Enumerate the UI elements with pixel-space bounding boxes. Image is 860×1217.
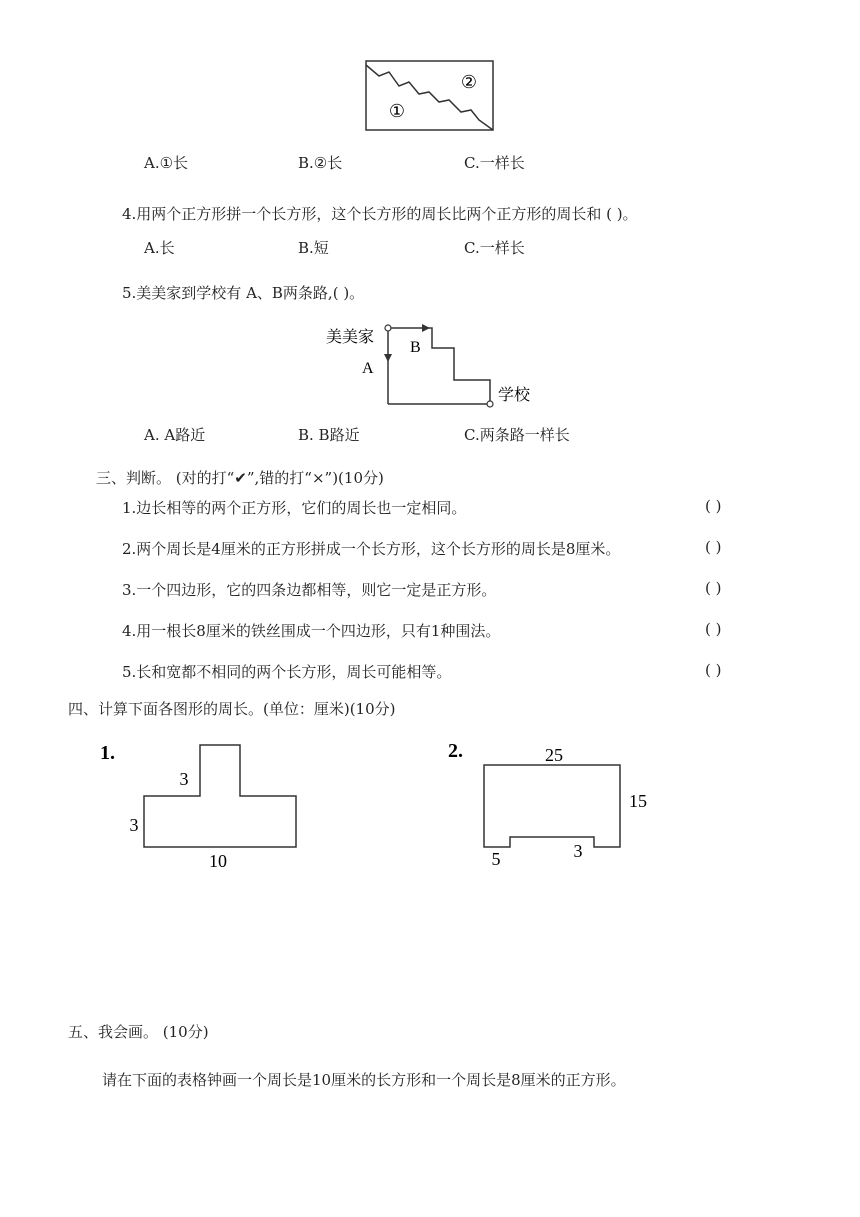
q5-option-b[interactable]: B. B路近 [298, 426, 360, 444]
judge-item-3: 3.一个四边形，它的四条边都相等，则它一定是正方形。 [122, 581, 497, 599]
route-a-label: A [362, 360, 374, 377]
section3-title: 三、判断。 (对的打“✔”,错的打“×”)(10分) [96, 469, 384, 487]
judge-answer-2[interactable]: ( ) [705, 538, 722, 556]
q3-option-a[interactable]: A.①长 [144, 154, 189, 172]
section5-instruction: 请在下面的表格钟画一个周长是10厘米的长方形和一个周长是8厘米的正方形。 [102, 1071, 626, 1089]
q3-option-b[interactable]: B.②长 [298, 154, 343, 172]
region-2-label: ② [460, 72, 478, 92]
figure-2-number: 2. [448, 740, 463, 762]
figure-2-bottom-right: 3 [573, 841, 583, 861]
q5-question: 5.美美家到学校有 A、B两条路,( )。 [122, 284, 365, 302]
judge-item-4: 4.用一根长8厘米的铁丝围成一个四边形，只有1种围法。 [122, 622, 501, 640]
q5-route-figure [322, 318, 542, 410]
q4-option-c[interactable]: C.一样长 [464, 239, 525, 257]
q5-option-c[interactable]: C.两条路一样长 [464, 426, 570, 444]
figure-2-bottom-left: 5 [491, 849, 501, 869]
q4-question: 4.用两个正方形拼一个长方形，这个长方形的周长比两个正方形的周长和 ( )。 [122, 205, 638, 223]
q4-option-b[interactable]: B.短 [298, 239, 329, 257]
q5-option-a[interactable]: A. A路近 [144, 426, 206, 444]
section5-title: 五、我会画。 (10分) [68, 1023, 209, 1041]
judge-answer-4[interactable]: ( ) [705, 620, 722, 638]
judge-item-2: 2.两个周长是4厘米的正方形拼成一个长方形，这个长方形的周长是8厘米。 [122, 540, 621, 558]
judge-item-1: 1.边长相等的两个正方形，它们的周长也一定相同。 [122, 499, 467, 517]
judge-item-5: 5.长和宽都不相同的两个长方形，周长可能相等。 [122, 663, 452, 681]
school-label: 学校 [498, 387, 531, 404]
perimeter-figure-2 [444, 735, 664, 870]
figure-1-top-height: 3 [179, 769, 189, 789]
judge-answer-1[interactable]: ( ) [705, 497, 722, 515]
route-b-label: B [410, 339, 421, 356]
figure-1-side-height: 3 [129, 815, 139, 835]
region-1-label: ① [388, 101, 406, 121]
q4-option-a[interactable]: A.长 [144, 239, 175, 257]
q3-option-c[interactable]: C.一样长 [464, 154, 525, 172]
perimeter-figure-1 [96, 735, 316, 870]
figure-1-number: 1. [100, 742, 115, 764]
q3-figure [365, 60, 495, 132]
figure-2-right-height: 15 [629, 791, 647, 811]
figure-1-bottom-length: 10 [209, 851, 227, 870]
judge-answer-5[interactable]: ( ) [705, 661, 722, 679]
home-label: 美美家 [326, 329, 375, 346]
section4-title: 四、计算下面各图形的周长。(单位：厘米)(10分) [68, 700, 396, 718]
figure-2-top-length: 25 [545, 745, 563, 765]
judge-answer-3[interactable]: ( ) [705, 579, 722, 597]
